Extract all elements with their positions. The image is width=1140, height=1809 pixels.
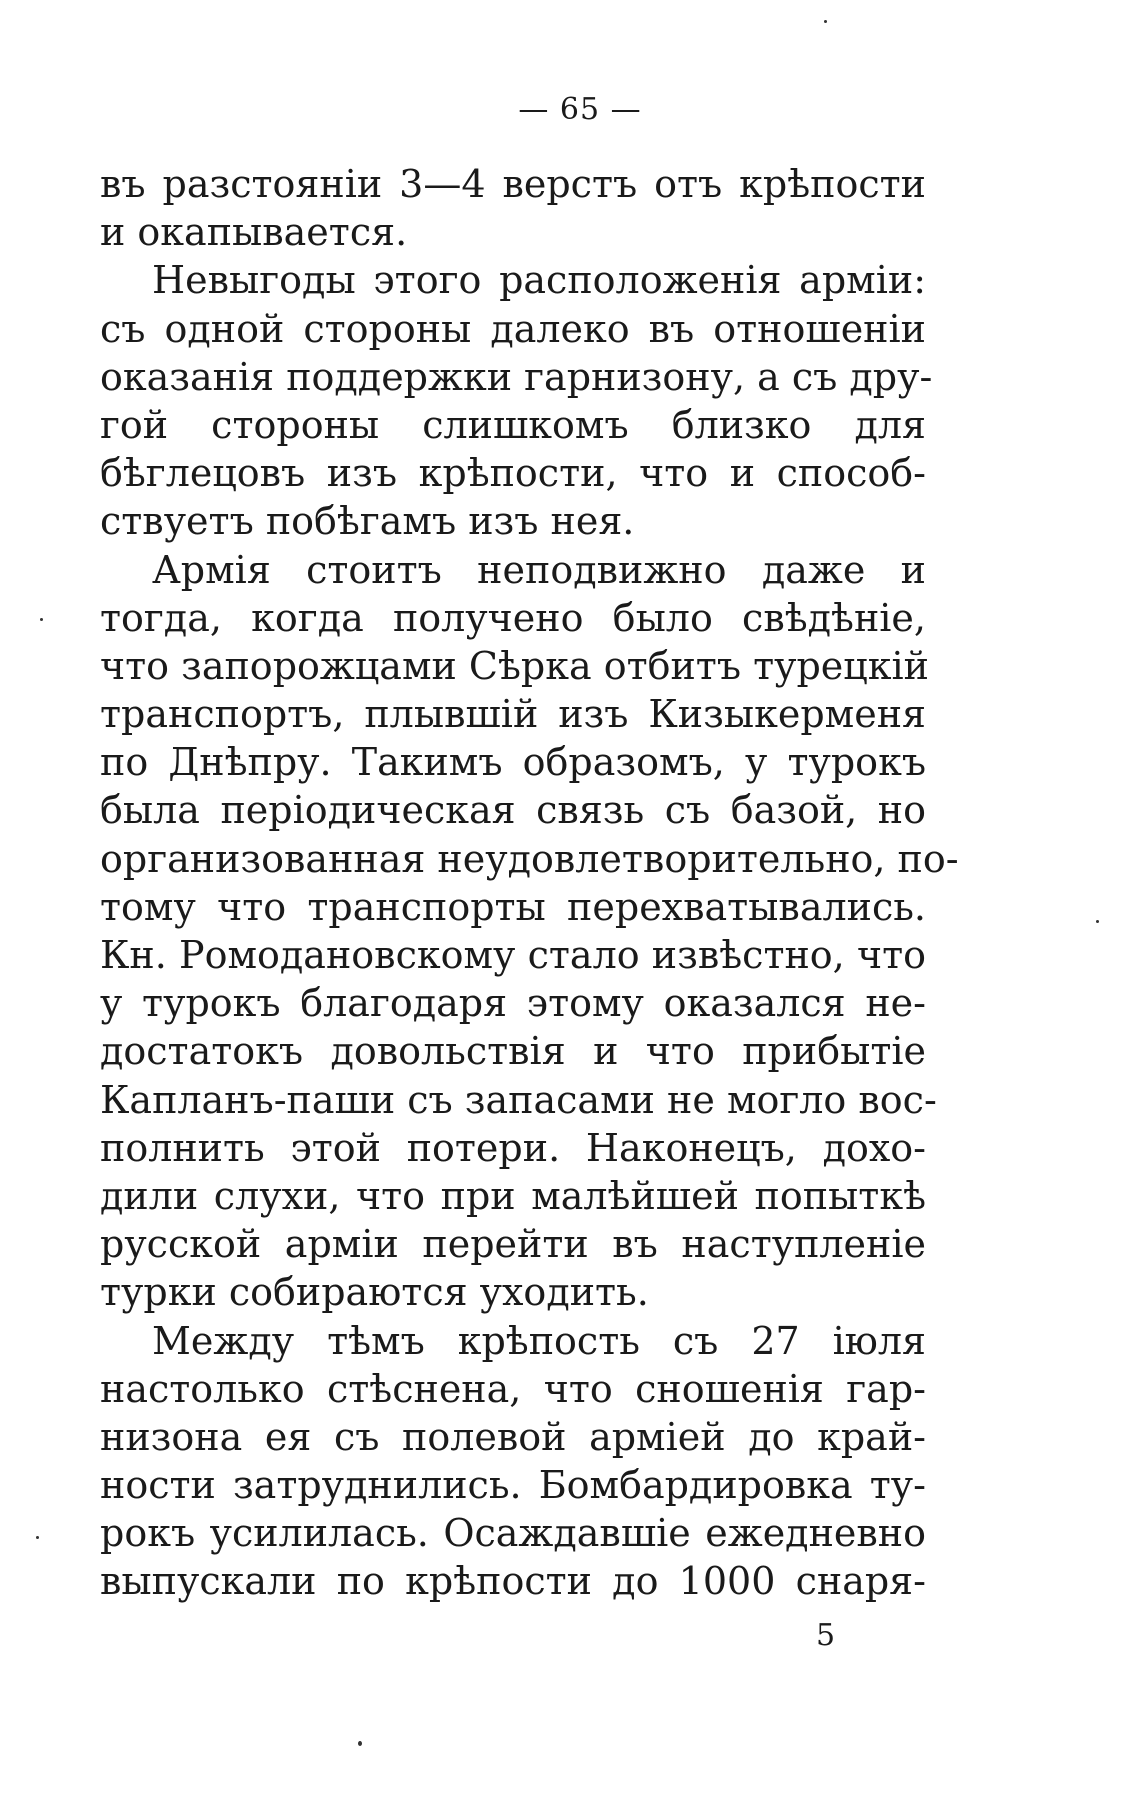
text-line: выпускали по крѣпости до 1000 снаря-: [100, 1559, 926, 1604]
text-line: что запорожцами Сѣрка отбитъ турецкій: [100, 643, 929, 688]
text-line: дили слухи, что при малѣйшей попыткѣ: [100, 1173, 926, 1218]
scan-speck: [40, 618, 43, 621]
text-line: была періодическая связь съ базой, но: [100, 788, 926, 833]
text-line: полнить этой потери. Наконецъ, дохо-: [100, 1125, 926, 1170]
text-line: турки собираются уходить.: [100, 1270, 649, 1315]
text-line: Кн. Ромодановскому стало извѣстно, что: [100, 933, 926, 977]
text-line: русской арміи перейти въ наступленіе: [100, 1222, 926, 1267]
text-line: тому что транспорты перехватывались.: [100, 884, 926, 929]
text-line: гой стороны слишкомъ близко для: [100, 402, 926, 447]
text-line: въ разстояніи 3—4 верстъ отъ крѣпости: [100, 162, 926, 206]
text-line: Капланъ-паши съ запасами не могло вос-: [100, 1077, 937, 1122]
text-line: организованная неудовлетворительно, по-: [100, 836, 959, 881]
text-line: и окапывается.: [100, 210, 408, 255]
text-line: оказанія поддержки гарнизону, а съ дру-: [100, 354, 933, 399]
text-line: по Днѣпру. Такимъ образомъ, у турокъ: [100, 740, 926, 785]
text-line: ности затруднились. Бомбардировка ту-: [100, 1463, 926, 1508]
text-line: Невыгоды этого расположенія арміи:: [152, 258, 926, 303]
text-line: у турокъ благодаря этому оказался не-: [100, 981, 926, 1026]
scan-speck: [824, 20, 827, 23]
text-line: низона ея съ полевой арміей до край-: [100, 1414, 926, 1459]
text-line: Между тѣмъ крѣпость съ 27 іюля: [152, 1318, 926, 1363]
scan-speck: [1096, 920, 1099, 923]
scan-speck: [358, 1741, 362, 1746]
scan-speck: [36, 1536, 39, 1539]
text-line: Армія стоитъ неподвижно даже и: [152, 547, 926, 592]
body-text: [100, 160, 959, 1606]
text-line: ствуетъ побѣгамъ изъ нея.: [100, 499, 635, 544]
text-line: настолько стѣснена, что сношенія гар-: [100, 1366, 926, 1411]
text-line: достатокъ довольствія и что прибытіе: [100, 1029, 926, 1074]
signature-mark: 5: [816, 1618, 836, 1653]
text-line: съ одной стороны далеко въ отношеніи: [100, 306, 926, 351]
text-line: рокъ усилилась. Осаждавшіе ежедневно: [100, 1511, 926, 1556]
text-line: транспортъ, плывшій изъ Кизыкерменя: [100, 692, 926, 737]
text-line: бѣглецовъ изъ крѣпости, что и способ-: [100, 451, 926, 496]
page-number-header: — 65 —: [518, 92, 642, 127]
text-line: тогда, когда получено было свѣдѣніе,: [100, 595, 926, 640]
